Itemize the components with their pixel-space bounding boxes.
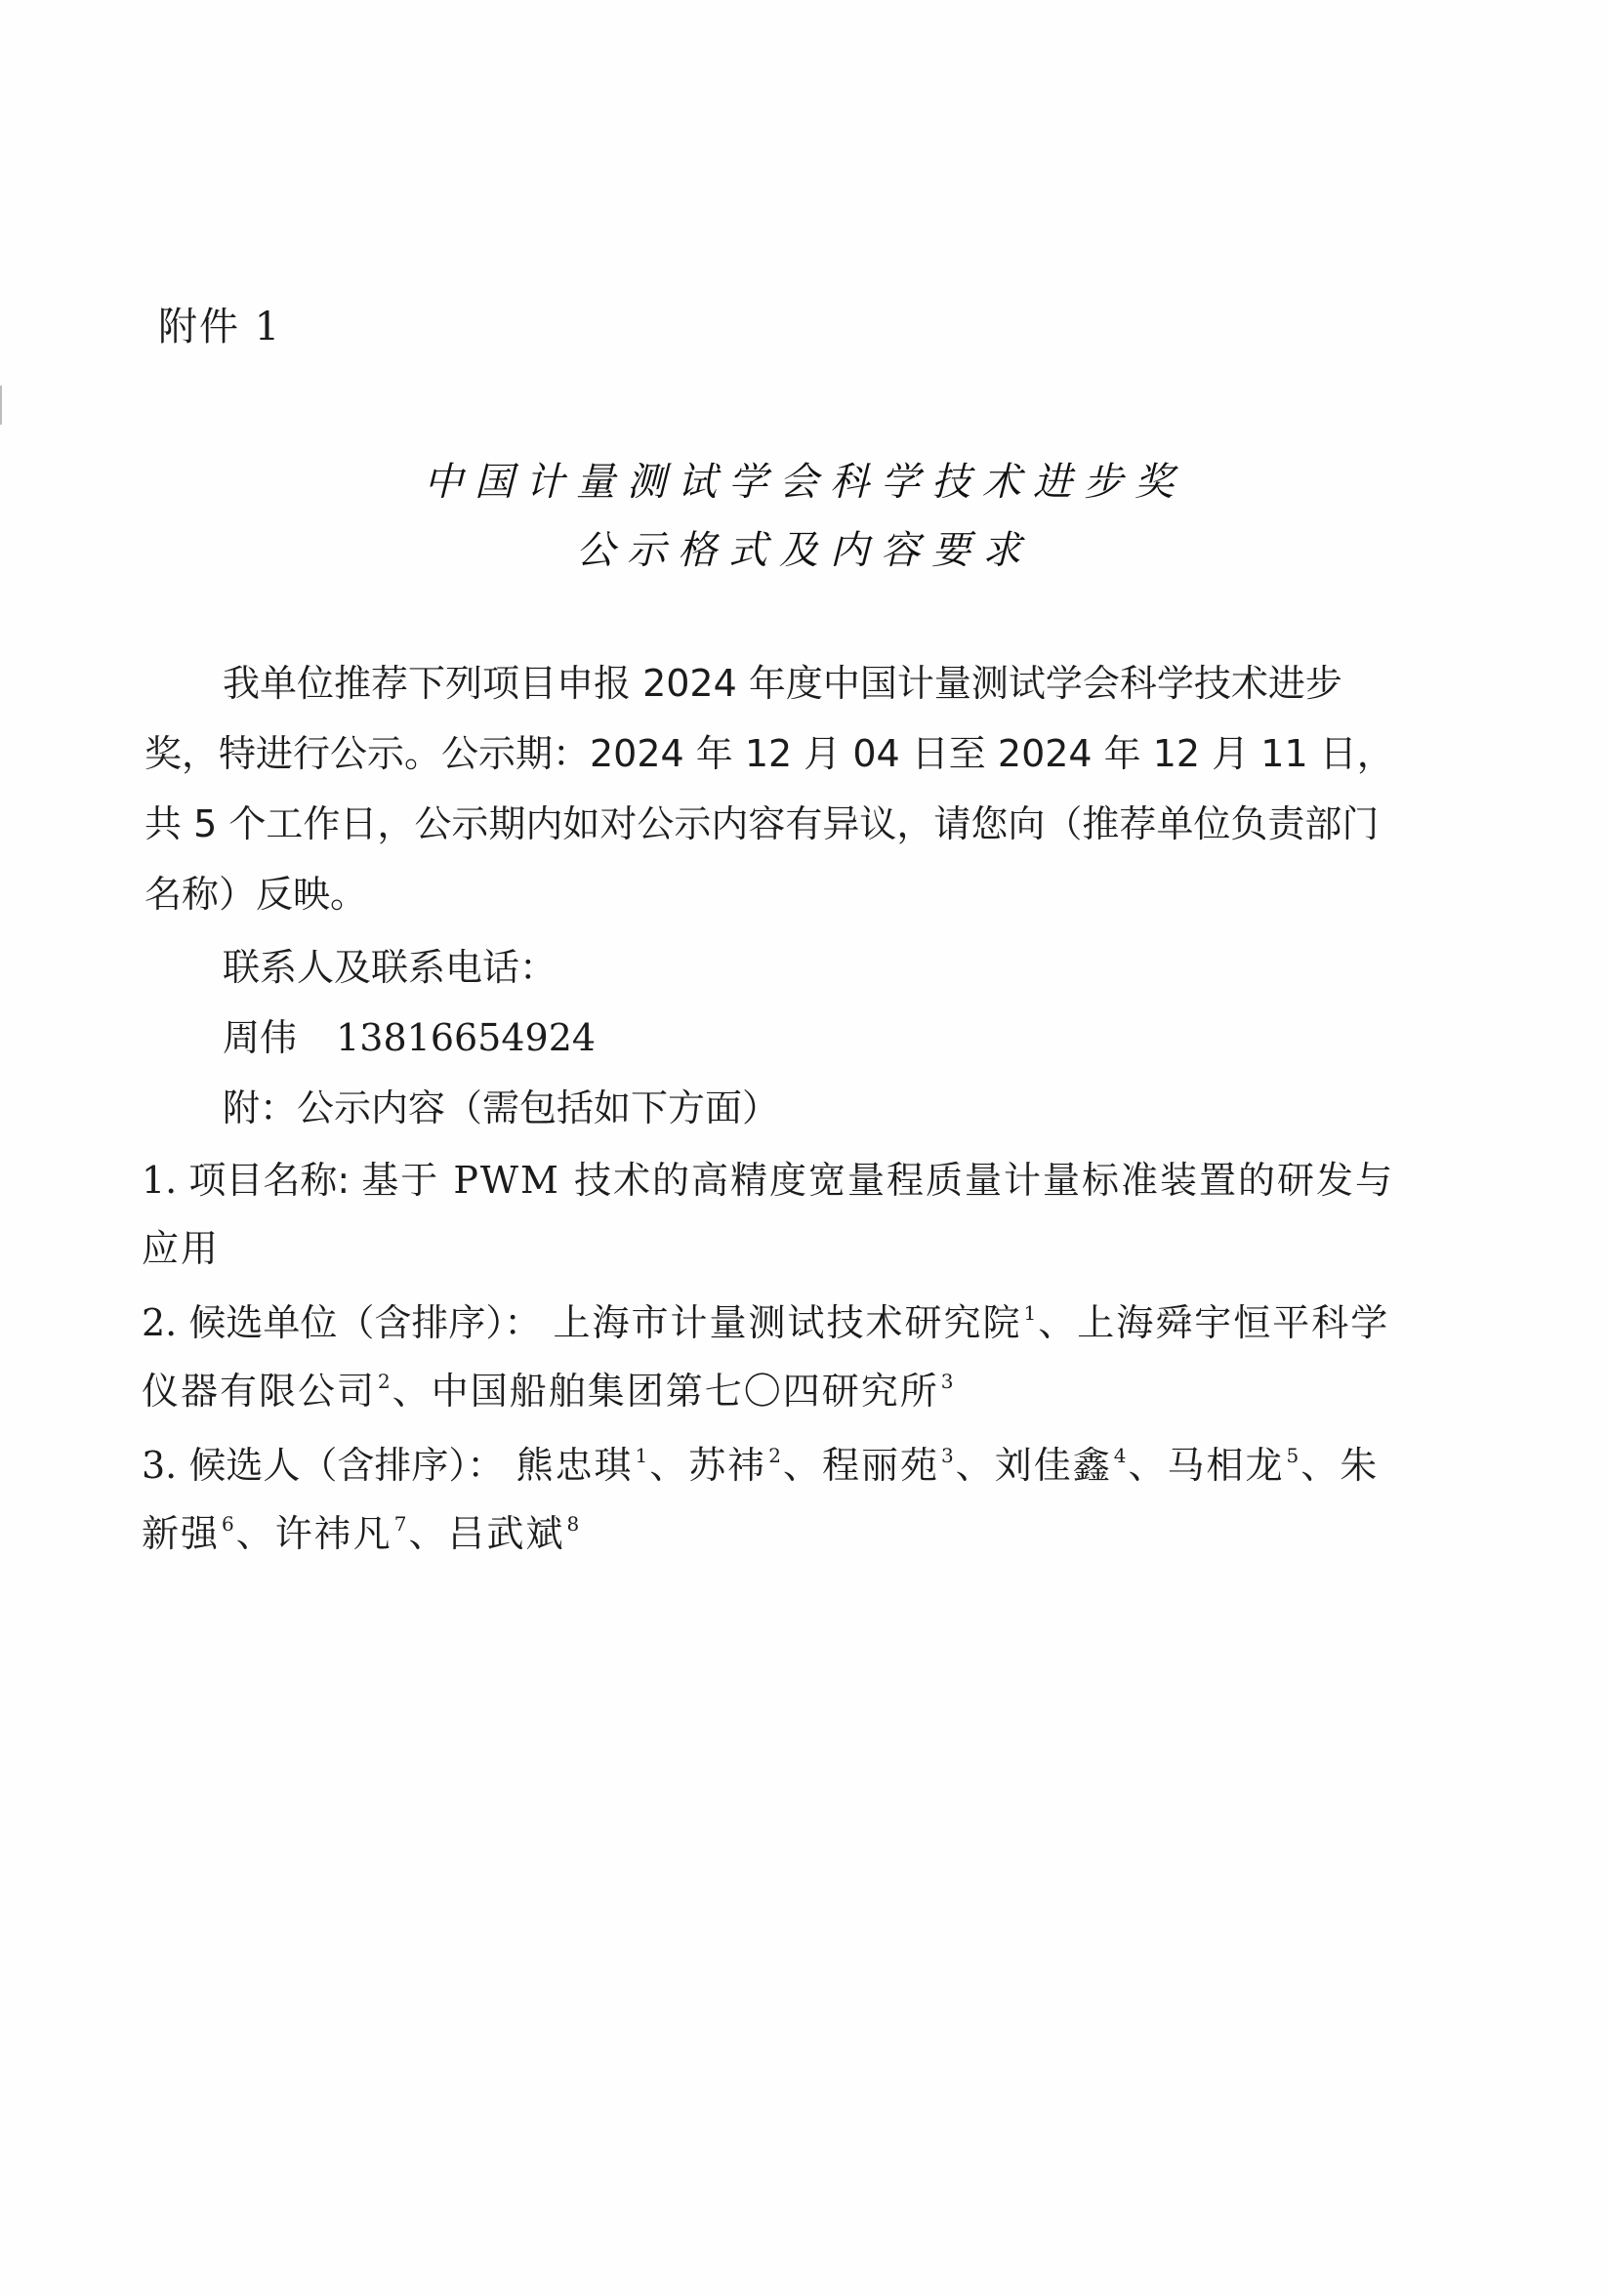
item-people-label: 候选人（含排序）： bbox=[188, 1444, 505, 1487]
people-separator: 、 bbox=[955, 1444, 995, 1487]
attachment-label: 附件 1 bbox=[158, 305, 282, 349]
document-title-line-2: 公示格式及内容要求 bbox=[576, 528, 1033, 573]
people-rank: 4 bbox=[1113, 1444, 1129, 1467]
units-name: 上海舜宇恒平科学仪器有限公司 bbox=[142, 1301, 1390, 1413]
item-project bbox=[142, 1146, 1401, 1283]
people-rank: 3 bbox=[941, 1444, 956, 1467]
contact-label: 联系人及联系电话： bbox=[223, 946, 557, 989]
item-units-label: 候选单位（含排序）： bbox=[188, 1301, 542, 1344]
notice-paragraph: 我单位推荐下列项目申报 2024 年度中国计量测试学会科学技术进步奖，特进行公示。公示期：2024 年 12 月 04 日至 2024 年 12 月 11 日，共 5 个工作日，公示期内如对公示内容有异议，请您向（推荐单位负责部门名称）反映。 bbox=[144, 662, 1394, 916]
people-rank: 5 bbox=[1286, 1444, 1301, 1467]
people-rank: 2 bbox=[768, 1444, 783, 1467]
units-separator: 、 bbox=[1038, 1301, 1078, 1344]
people-name: 许祎凡 bbox=[274, 1512, 392, 1555]
units-separator: 、 bbox=[392, 1370, 432, 1413]
people-separator: 、 bbox=[649, 1444, 689, 1487]
contact-line bbox=[223, 1007, 596, 1061]
item-people bbox=[142, 1431, 1401, 1568]
people-name: 马相龙 bbox=[1167, 1444, 1285, 1487]
contact-name: 周伟 bbox=[223, 1016, 298, 1059]
people-separator: 、 bbox=[235, 1512, 275, 1555]
people-name: 苏祎 bbox=[688, 1444, 767, 1487]
item-units-number: 2. bbox=[142, 1301, 178, 1344]
people-separator: 、 bbox=[1300, 1444, 1341, 1487]
units-rank: 2 bbox=[378, 1370, 392, 1393]
scan-edge-mark bbox=[0, 386, 2, 425]
item-project-number: 1. bbox=[142, 1159, 178, 1202]
units-rank: 1 bbox=[1023, 1301, 1039, 1325]
item-people-number: 3. bbox=[142, 1444, 178, 1487]
units-name: 上海市计量测试技术研究院 bbox=[553, 1301, 1022, 1344]
people-separator: 、 bbox=[1128, 1444, 1168, 1487]
appendix-label: 附：公示内容（需包括如下方面） bbox=[223, 1086, 780, 1129]
people-name: 朱新强 bbox=[142, 1444, 1380, 1555]
item-project-label: 项目名称: bbox=[188, 1159, 351, 1202]
people-name: 程丽苑 bbox=[822, 1444, 940, 1487]
document-title-line-1: 中国计量测试学会科学技术进步奖 bbox=[424, 460, 1185, 505]
people-name: 吕武斌 bbox=[447, 1512, 565, 1555]
units-name: 中国船舶集团第七〇四研究所 bbox=[431, 1370, 939, 1413]
people-separator: 、 bbox=[408, 1512, 448, 1555]
people-rank: 6 bbox=[222, 1512, 236, 1536]
contact-phone: 13816654924 bbox=[336, 1016, 597, 1059]
item-units bbox=[142, 1289, 1401, 1425]
people-name: 熊忠琪 bbox=[516, 1444, 634, 1487]
people-rank: 1 bbox=[635, 1444, 650, 1467]
people-rank: 8 bbox=[566, 1512, 582, 1536]
people-separator: 、 bbox=[782, 1444, 822, 1487]
people-rank: 7 bbox=[393, 1512, 409, 1536]
units-rank: 3 bbox=[940, 1370, 956, 1393]
item-project-value: 基于 PWM 技术的高精度宽量程质量计量标准装置的研发与应用 bbox=[142, 1159, 1394, 1270]
people-name: 刘佳鑫 bbox=[994, 1444, 1112, 1487]
